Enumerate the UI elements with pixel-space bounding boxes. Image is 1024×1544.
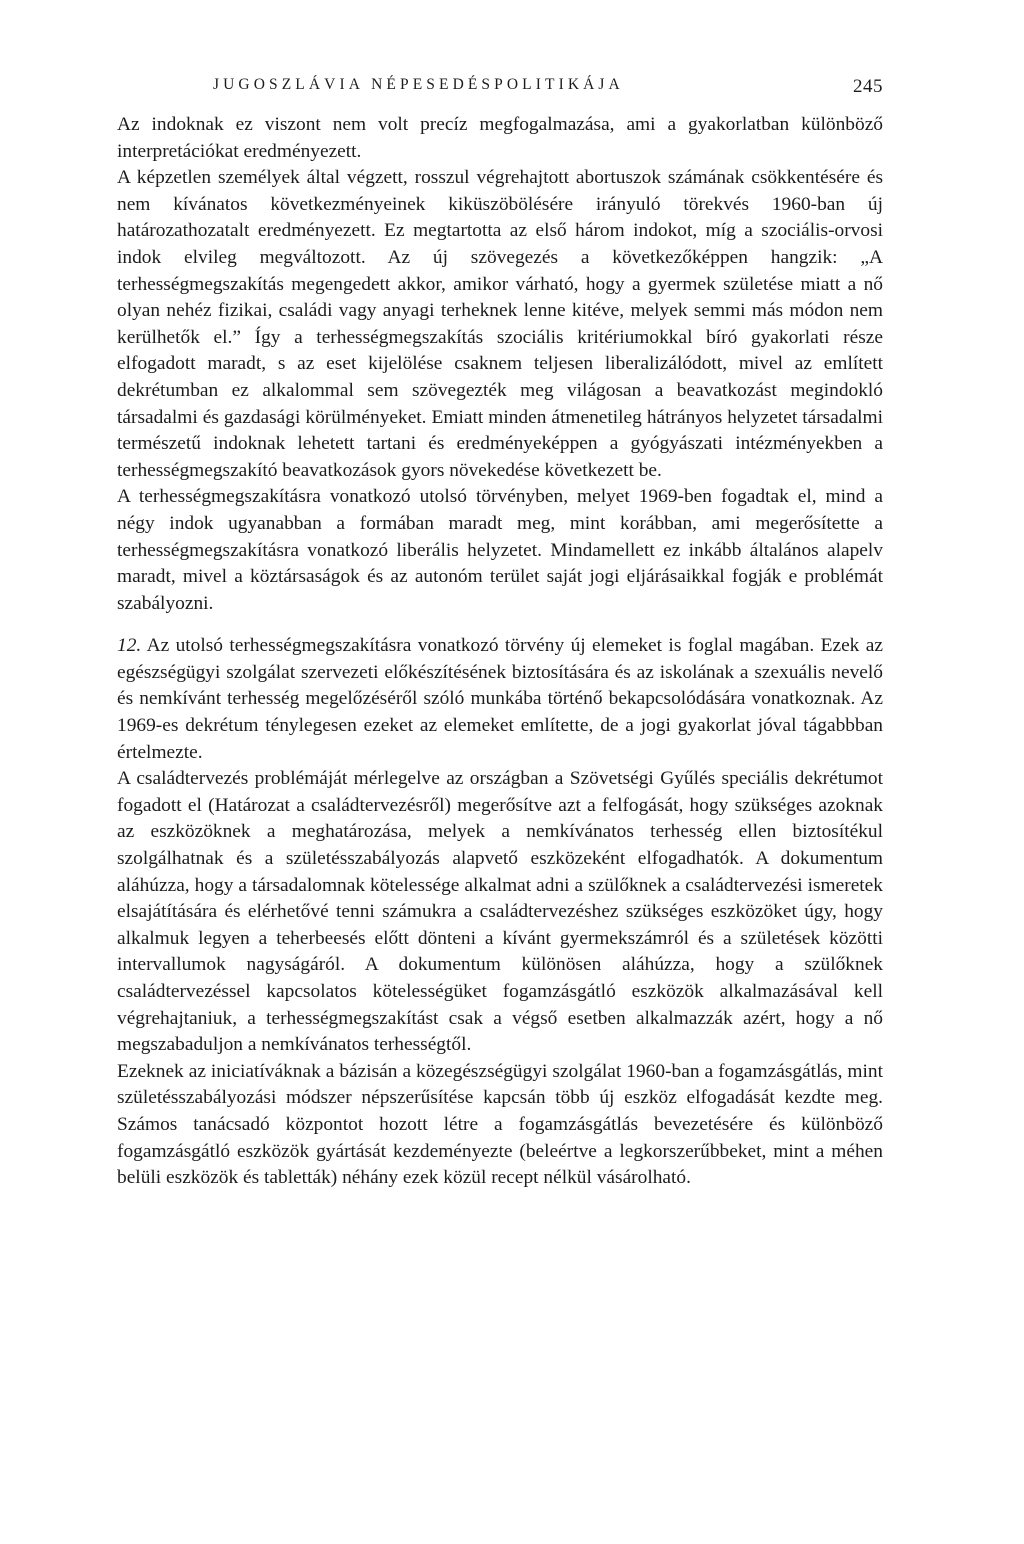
running-title: JUGOSZLÁVIA NÉPESEDÉSPOLITIKÁJA — [213, 76, 624, 93]
paragraph — [117, 1059, 883, 1192]
page — [117, 72, 883, 1192]
paragraph-text: Ezeknek az iniciatíváknak a bázisán a közegészségügyi szolgálat 1960-ban a fogamzásgátlás, mint születésszabályozási módszer népszerűsítése kapcsán több új eszköz elfogadását kezdte meg. Számos tanácsadó központot hozott létre a fogamzásgátlás bevezetésére és különböző fogamzásgátló eszközök gyártását kezdeményezte (beleértve a legkorszerűbbeket, mint a méhen belüli eszközök és tabletták) néhány ezek közül recept nélkül vásárolható. — [117, 1060, 883, 1189]
paragraph: Az indoknak ez viszont nem volt precíz megfogalmazása, ami a gyakorlatban különböző interpretációkat eredményezett. — [117, 114, 883, 162]
paragraph-text: A képzetlen személyek által végzett, rosszul végrehajtott abortuszok számának csökkentésére és nem kívánatos következményeinek kiküszöbölésére irányuló törekvés 1960-ban új határozathozatalt eredményezett. Ez megtartotta az első három indokot, míg a szociális-orvosi indok elvileg megváltozott. Az új szövegezés a következőképpen hangzik: „A terhességmegszakítás megengedett akkor, amikor várható, hogy a gyermek születése miatt a nő olyan nehéz fizikai, családi vagy anyagi terheknek lenne kitéve, melyek semmi más módon nem kerülhetők el.” Így a terhességmegszakítás szociális kritériumokkal bíró gyakorlati része elfogadott maradt, s az eset kijelölése csaknem teljesen liberalizálódott, mivel az említett dekrétumban ez alkalommal sem szövegezték meg világosan a beavatkozást megindokló társadalmi és gazdasági körülményeket. Emiatt minden átmenetileg hátrányos helyzetet társadalmi természetű indoknak lehetett tartani és eredményeképpen a gyógyászati intézményekben a terhességmegszakító beavatkozások gyors növekedése következett be. — [117, 167, 883, 481]
paragraph — [117, 484, 883, 617]
page-number: 245 — [853, 76, 883, 97]
running-header — [117, 72, 883, 112]
paragraph — [117, 165, 883, 484]
paragraph-text: Az utolsó terhességmegszakításra vonatkozó törvény új elemeket is foglal magában. Ezek az egészségügyi szolgálat szervezeti előkészítésének biztosítására és az iskolának a szexuális nevelő és nemkívánt terhesség megelőzéséről szóló munkába történő bekapcsolódására vonatkoznak. Az 1969-es dekrétum ténylegesen ezeket az elemeket említette, de a jogi gyakorlat jóval tágabbban értelmezte. — [117, 635, 883, 763]
body-text — [117, 112, 883, 1192]
section-number: 12. — [117, 635, 142, 657]
numbered-paragraph — [117, 633, 883, 766]
paragraph — [117, 766, 883, 1059]
paragraph-text: A terhességmegszakításra vonatkozó utolsó törvényben, melyet 1969-ben fogadtak el, mind a négy indok ugyanabban a formában maradt meg, mint korábban, ami megerősítette a terhességmegszakításra vonatkozó liberális helyzetet. Mindamellett ez inkább általános alapelv maradt, mivel a köztársaságok és az autonóm terület saját jogi eljárásaikkal fogják e problémát szabályozni. — [117, 486, 883, 614]
paragraph-text: A családtervezés problémáját mérlegelve az országban a Szövetségi Gyűlés speciális dekrétumot fogadott el (Határozat a családtervezésről) megerősítve azt a felfogását, hogy szükséges azoknak az eszközöknek a meghatározása, melyek a nemkívánatos terhesség ellen biztosítékul szolgálhatnak és a születésszabályozás alapvető eszközeként elfogadhatók. A dokumentum aláhúzza, hogy a társadalomnak kötelessége alkalmat adni a szülőknek a családtervezési ismeretek elsajátítására és elérhetővé tenni számukra a családtervezéshez szükséges eszközöket úgy, hogy alkalmuk legyen a teherbeesés előtt dönteni a kívánt gyermekszámról és a születések közötti intervallumok nagyságáról. A dokumentum különösen aláhúzza, hogy a szülőknek családtervezéssel kapcsolatos kötelességüket fogamzásgátló eszközök alkalmazásával kell végrehajtaniuk, a terhességmegszakítást csak a végső esetben alkalmazzák azért, hogy a nő megszabaduljon a nemkívánatos terhességtől. — [117, 768, 883, 1056]
